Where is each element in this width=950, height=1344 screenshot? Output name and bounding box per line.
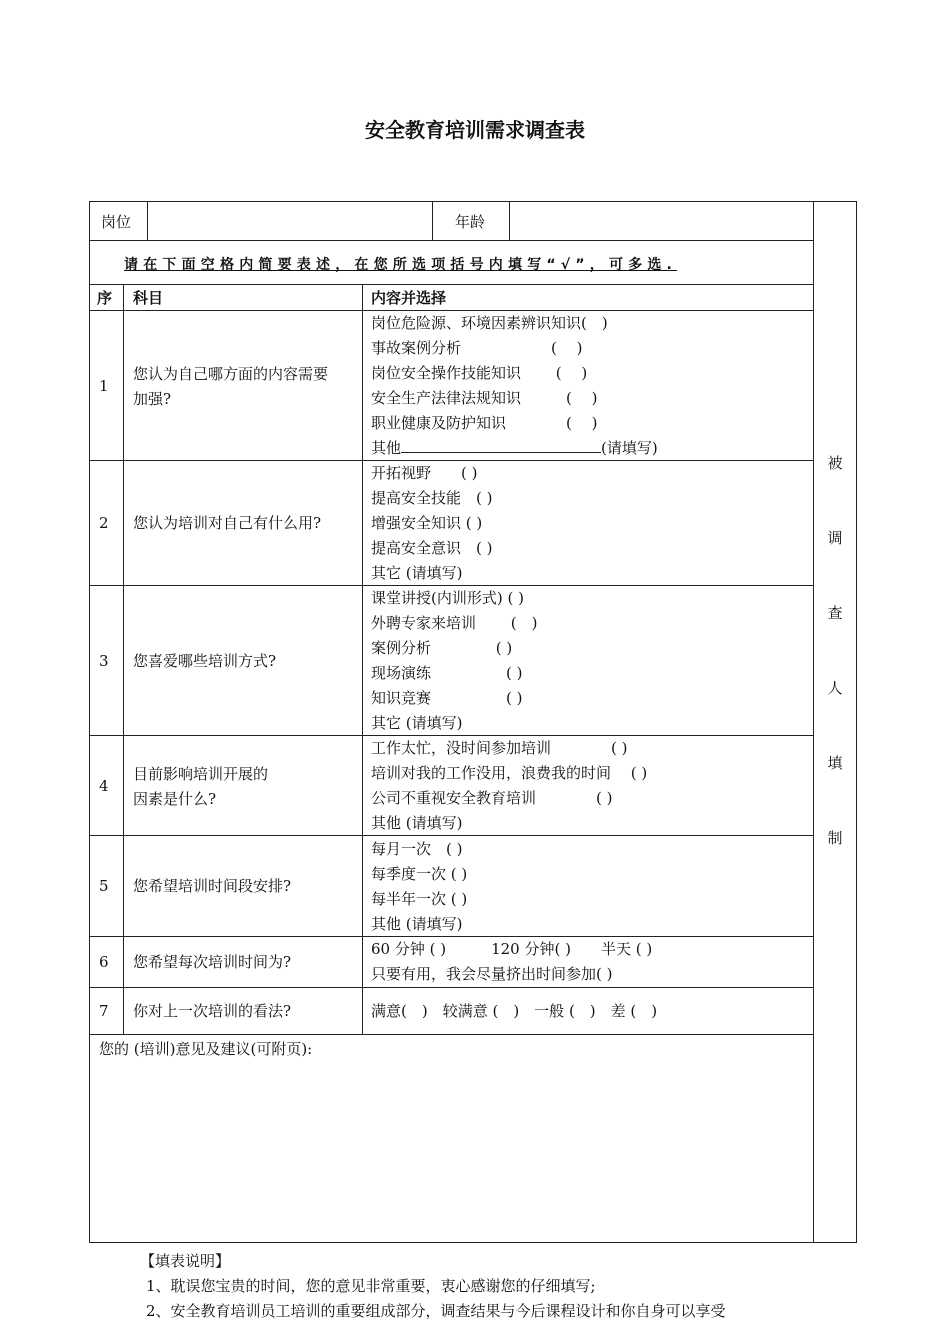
subject-column-divider	[362, 285, 363, 1034]
position-field[interactable]	[148, 202, 431, 240]
option-item[interactable]: 开拓视野 ( )	[371, 464, 478, 482]
other-option[interactable]	[371, 438, 658, 458]
option-item[interactable]: 事故案例分析 ( )	[371, 339, 583, 357]
option-item[interactable]: 公司不重视安全教育培训 ( )	[371, 789, 613, 807]
row-line	[89, 460, 814, 461]
option-item[interactable]: 其他 (请填写)	[371, 915, 463, 933]
option-item[interactable]: 案例分析 ( )	[371, 639, 513, 657]
no-column-divider	[123, 285, 124, 1034]
position-label: 岗位	[101, 213, 132, 231]
other-suffix: (请填写)	[601, 439, 658, 457]
option-item[interactable]: 岗位安全操作技能知识 ( )	[371, 364, 588, 382]
option-item[interactable]: 提高安全技能 ( )	[371, 489, 493, 507]
row-number: 5	[99, 877, 109, 895]
row-line	[89, 987, 814, 988]
side-label-char: 填	[827, 754, 843, 772]
instruction-text: 请在下面空格内简要表述，在您所选项括号内填写“√”，可多选.	[124, 257, 678, 273]
option-item[interactable]: 只要有用，我会尽量挤出时间参加( )	[371, 965, 613, 983]
option-item[interactable]: 其他 (请填写)	[371, 814, 463, 832]
question-text: 您希望培训时间段安排?	[133, 877, 292, 895]
row-line	[89, 835, 814, 836]
row-line	[89, 240, 814, 241]
document-title: 安全教育培训需求调查表	[365, 118, 585, 142]
option-item[interactable]: 培训对我的工作没用，浪费我的时间 ( )	[371, 764, 648, 782]
question-text: 您喜爱哪些培训方式?	[133, 652, 277, 670]
suggestion-area[interactable]	[90, 1062, 812, 1240]
col-header-subject: 科目	[133, 289, 164, 307]
row-number: 1	[99, 377, 109, 395]
question-text: 目前影响培训开展的	[133, 765, 269, 783]
option-item[interactable]: 每月一次 ( )	[371, 840, 463, 858]
right-inner-border	[813, 201, 814, 1243]
suggestion-label: 您的 (培训)意见及建议(可附页):	[99, 1040, 313, 1058]
age-label: 年龄	[455, 213, 486, 231]
question-text: 您希望每次培训时间为?	[133, 953, 292, 971]
option-item[interactable]: 增强安全知识 ( )	[371, 514, 483, 532]
header-divider-2	[432, 201, 433, 241]
question-text: 您认为培训对自己有什么用?	[133, 514, 322, 532]
option-item[interactable]: 工作太忙，没时间参加培训 ( )	[371, 739, 628, 757]
age-field[interactable]	[510, 202, 812, 240]
option-item[interactable]: 满意( ) 较满意 ( ) 一般 ( ) 差 ( )	[371, 1002, 658, 1020]
row-line	[89, 936, 814, 937]
side-label-char: 查	[827, 604, 843, 622]
footer-note: 1、耽误您宝贵的时间，您的意见非常重要，衷心感谢您的仔细填写;	[146, 1277, 596, 1295]
option-item[interactable]: 岗位危险源、环境因素辨识知识( )	[371, 314, 608, 332]
fill-in-blank[interactable]	[401, 438, 601, 453]
option-item[interactable]: 其它 (请填写)	[371, 714, 463, 732]
row-line	[89, 1034, 814, 1035]
question-text: 因素是什么?	[133, 790, 217, 808]
option-item[interactable]: 60 分钟 ( ) 120 分钟( ) 半天 ( )	[371, 940, 653, 958]
option-item[interactable]: 知识竞赛 ( )	[371, 689, 523, 707]
question-text: 您认为自己哪方面的内容需要	[133, 365, 329, 383]
side-label-char: 调	[827, 529, 843, 547]
col-header-content: 内容并选择	[371, 289, 447, 307]
option-item[interactable]: 职业健康及防护知识 ( )	[371, 414, 598, 432]
row-line	[89, 310, 814, 311]
option-item[interactable]: 外聘专家来培训 ( )	[371, 614, 538, 632]
side-label-char: 人	[827, 679, 843, 697]
option-item[interactable]: 安全生产法律法规知识 ( )	[371, 389, 598, 407]
option-item[interactable]: 每季度一次 ( )	[371, 865, 468, 883]
question-text: 加强?	[133, 390, 172, 408]
row-number: 7	[99, 1002, 109, 1020]
row-number: 6	[99, 953, 109, 971]
option-item[interactable]: 每半年一次 ( )	[371, 890, 468, 908]
option-item[interactable]: 现场演练 ( )	[371, 664, 523, 682]
footer-note: 2、安全教育培训员工培训的重要组成部分，调查结果与今后课程设计和你自身可以享受	[146, 1302, 726, 1320]
row-number: 4	[99, 777, 109, 795]
row-number: 3	[99, 652, 109, 670]
row-line	[89, 585, 814, 586]
question-text: 你对上一次培训的看法?	[133, 1002, 292, 1020]
option-item[interactable]: 其它 (请填写)	[371, 564, 463, 582]
side-label-char: 制	[827, 829, 843, 847]
side-label-char: 被	[827, 454, 843, 472]
row-number: 2	[99, 514, 109, 532]
other-prefix: 其他	[371, 439, 402, 457]
col-header-no: 序	[97, 289, 113, 307]
footer-heading: 【填表说明】	[140, 1252, 231, 1270]
row-line	[89, 735, 814, 736]
row-line	[89, 284, 814, 285]
option-item[interactable]: 提高安全意识 ( )	[371, 539, 493, 557]
option-item[interactable]: 课堂讲授(内训形式) ( )	[371, 589, 524, 607]
